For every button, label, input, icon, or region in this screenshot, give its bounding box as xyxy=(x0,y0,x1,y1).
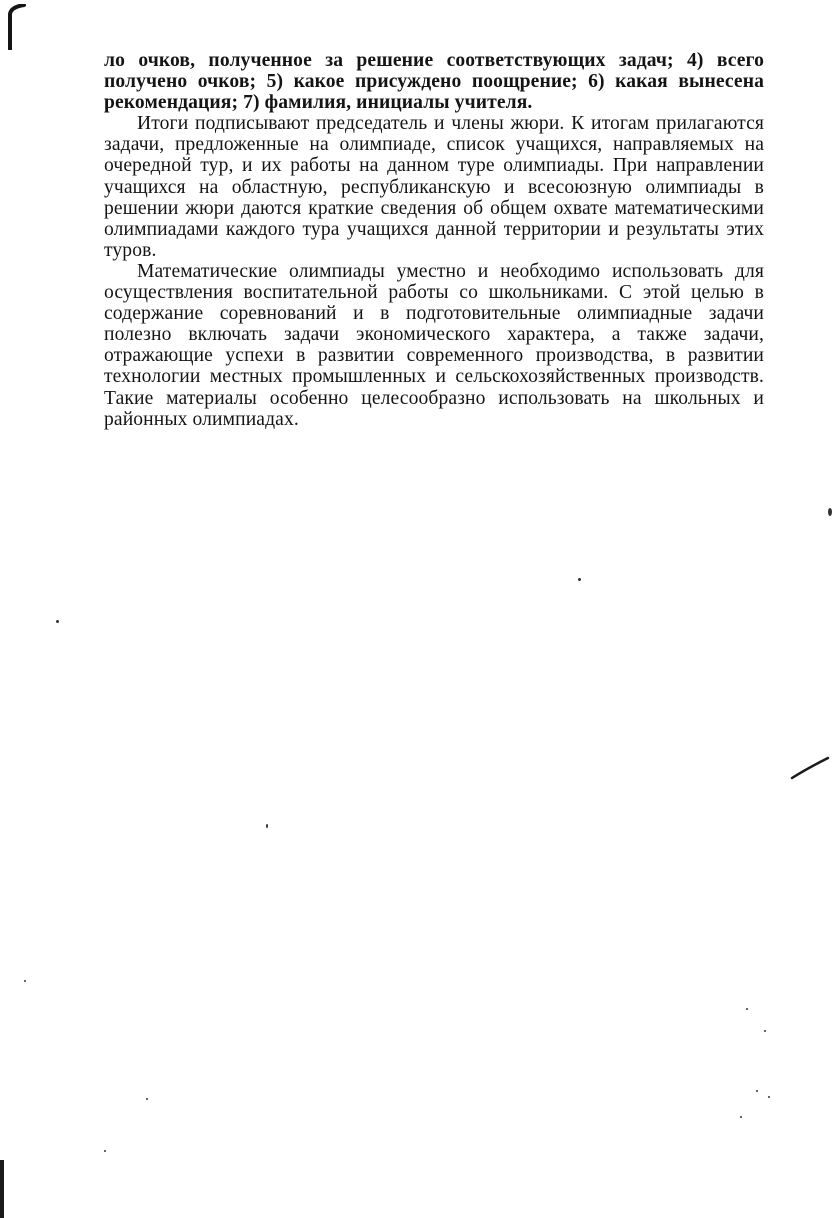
scan-speck xyxy=(746,1008,748,1010)
scan-speck xyxy=(266,824,268,828)
scan-speck xyxy=(756,1090,758,1092)
scan-speck xyxy=(764,1030,766,1032)
scan-speck xyxy=(768,1096,770,1098)
scan-speck xyxy=(146,1098,148,1100)
scan-speck xyxy=(56,620,59,623)
scan-edge-bar xyxy=(0,1160,4,1218)
scan-speck xyxy=(740,1116,742,1118)
paragraph-2: Итоги подписывают председатель и члены жюри. К итогам прилагаются задачи, предложенные на олимпиаде, список учащихся, направляемых на очередной тур, и их работы на данном туре олимпиады. При направлении учащихся на областную, республиканскую и всесоюзную олимпиады в решении жюри даются краткие сведения об общем охвате математическими олимпиадами каждого тура учащихся данной территории и результаты этих туров. xyxy=(104,113,764,261)
scan-scratch-mark xyxy=(790,756,830,780)
scan-speck xyxy=(828,508,832,516)
scan-speck xyxy=(24,980,26,982)
scan-corner-mark xyxy=(6,4,26,50)
body-text xyxy=(104,50,764,430)
paragraph-3: Математические олимпиады уместно и необходимо использовать для осуществления воспитательной работы со школьниками. С этой целью в содержание соревнований и в подготовительные олимпиадные задачи полезно включать задачи экономического характера, а также задачи, отражающие успехи в развитии современного производства, в развитии технологии местных промышленных и сельскохозяйственных производств. Такие материалы особенно целесообразно использовать на школьных и районных олимпиадах. xyxy=(104,260,764,430)
scan-speck xyxy=(104,1150,106,1152)
scan-speck xyxy=(578,578,581,581)
paragraph-1: ло очков, полученное за решение соответствующих задач; 4) всего получено очков; 5) какое присуждено поощрение; 6) какая вынесена рекомендация; 7) фамилия, инициалы учителя. xyxy=(104,50,764,114)
